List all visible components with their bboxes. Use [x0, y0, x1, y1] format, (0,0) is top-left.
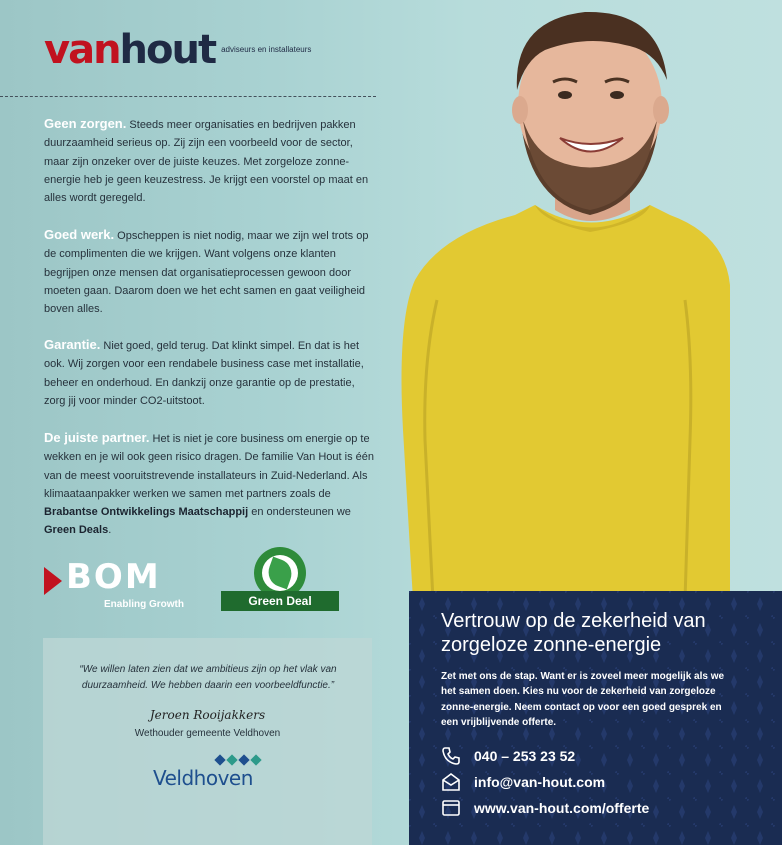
quote-text: “We willen laten zien dat we ambitieus zijn op het vlak van duurzaamheid. We hebben daarin een voorbeeldfunctie.” [79, 664, 337, 691]
mail-icon [441, 772, 461, 792]
section-text: Steeds meer organisaties en bedrijven pakken duurzaamheid serieus op. Zij zijn een voorbeeld voor de sector, maar zijn onzeker over de juiste keuzes. Met zorgeloze zonne-energie heb je geen keuzestress. Je krijgt een voorstel op maat en alles wordt geregeld. [44, 119, 369, 205]
dashed-divider [0, 96, 376, 97]
bom-subtitle: Enabling Growth [104, 599, 184, 610]
bom-logo [44, 557, 184, 613]
phone-link[interactable] [441, 746, 575, 766]
quote-box [43, 638, 372, 845]
section-heading: Goed werk. [44, 227, 115, 242]
phone-number: 040 – 253 23 52 [474, 748, 576, 764]
section-garantie [44, 336, 374, 410]
cta-title: Vertrouw op de zekerheid van zorgeloze zonne-energie [441, 610, 706, 656]
website-link[interactable] [441, 798, 649, 818]
section-goed-werk [44, 226, 374, 318]
section-geen-zorgen [44, 115, 374, 207]
section-text-middle: en ondersteunen we [251, 506, 351, 519]
green-deal-label: Green Deal [221, 591, 339, 611]
section-heading: Garantie. [44, 337, 101, 352]
signature-role: Wethouder gemeente Veldhoven [134, 728, 281, 739]
section-text: Niet goed, geld terug. Dat klinkt simpel. En dat is het ook. Wij zorgen voor een rendabele business case met installatie, beheer en onderhoud. En dankzij onze garantie op de prestatie, zorg jij voor minder CO2-uitstoot. [44, 340, 364, 407]
phone-icon [441, 746, 461, 766]
section-text-end: . [108, 524, 112, 537]
email-link[interactable] [441, 772, 605, 792]
veldhoven-logo: Veldhoven [153, 766, 253, 790]
section-text: Opscheppen is niet nodig, maar we zijn wel trots op de complimenten die we krijgen. Want volgens onze klanten begrijpen onze mensen dat organisatieprocessen gewoon door moeten gaan. Daarom doen we het echt samen en gaat veiligheid boven alles. [44, 230, 369, 316]
section-heading: Geen zorgen. [44, 116, 127, 131]
section-juiste-partner [44, 429, 374, 540]
section-heading: De juiste partner. [44, 430, 150, 445]
cta-panel [409, 591, 782, 845]
cta-body: Zet met ons de stap. Want er is zoveel meer mogelijk als we het samen doen. Kies nu voor de zekerheid van zorgeloze zonne-energie. Neem contact op voor een goed gesprek en een vrijblijvende offerte. [441, 671, 725, 728]
website-url: www.van-hout.com/offerte [474, 800, 650, 816]
bom-triangle-icon [44, 567, 62, 595]
section-text: Het is niet je core business om energie op te wekken en je wil ook geen risico dragen. De familie Van Hout is één van de meest vooruitstrevende installateurs in Zuid-Nederland. Als klimaataanpakker werken we samen met partners zoals de [44, 433, 374, 500]
veldhoven-diamonds-icon [215, 756, 261, 764]
browser-icon [441, 798, 461, 818]
person-photo [385, 0, 782, 600]
signature: Jeroen Rooijakkers [149, 708, 266, 722]
bom-word: BOM [66, 557, 161, 597]
vanhout-logo [44, 28, 311, 72]
partner-name-bom: Brabantse Ontwikkelings Maatschappij [44, 506, 249, 519]
email-address: info@van-hout.com [474, 774, 606, 790]
logo-hout-text: hout [119, 27, 216, 73]
logo-tagline: adviseurs en installateurs [221, 45, 312, 54]
partner-name-greendeals: Green Deals [44, 524, 109, 537]
green-deal-logo [221, 547, 341, 613]
logo-van-text: van [44, 27, 120, 73]
